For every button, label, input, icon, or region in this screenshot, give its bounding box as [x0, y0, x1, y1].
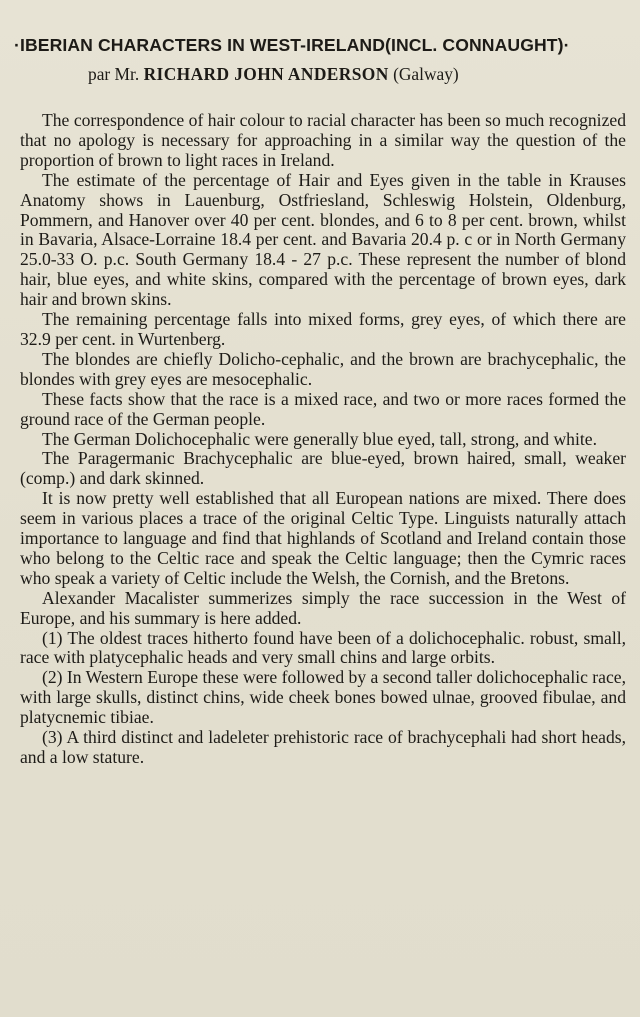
author-name: RICHARD JOHN ANDERSON [143, 64, 389, 84]
list-item: (3) A third distinct and ladeleter prehistoric race of brachycephali had short heads, and a low stature. [20, 727, 626, 767]
paragraph: Alexander Macalister summerizes simply the race succession in the West of Europe, and his summary is here added. [20, 587, 626, 628]
paragraph: The blondes are chiefly Dolicho-cephalic, and the brown are brachycephalic, the blondes with grey eyes are mesocephalic. [20, 348, 626, 389]
paragraph: The correspondence of hair colour to racial character has been so much recognized that no apology is necessary for approaching in a similar way the question of the proportion of brown to light races in Ireland. [20, 110, 626, 170]
list-item: (2) In Western Europe these were followed by a second taller dolichocephalic race, with large skulls, distinct chins, wide cheek bones bowed ulnae, grooved fibulae, and platycnemic tibiae. [20, 667, 626, 728]
paragraph: The Paragermanic Brachycephalic are blue-eyed, brown haired, small, weaker (comp.) and dark skinned. [20, 448, 626, 489]
byline [88, 63, 626, 85]
byline-prefix: par Mr. [88, 64, 140, 84]
author-location: (Galway) [393, 64, 459, 84]
paragraph: These facts show that the race is a mixed race, and two or more races formed the ground race of the German people. [20, 388, 626, 429]
list-item: (1) The oldest traces hitherto found have been of a dolichocephalic. robust, small, race with platycephalic heads and very small chins and large orbits. [20, 627, 626, 668]
paragraph: The remaining percentage falls into mixed forms, grey eyes, of which there are 32.9 per cent. in Wurtenberg. [20, 309, 626, 349]
article-body [20, 111, 626, 768]
paragraph: The German Dolichocephalic were generally blue eyed, tall, strong, and white. [42, 428, 597, 449]
paragraph: The estimate of the percentage of Hair and Eyes given in the table in Krauses Anatomy shows in Lauenburg, Ostfriesland, Schleswig Holstein, Oldenburg, Pommern, and Hanover over 40 per cent. blondes, and 6 to 8 per cent. brown, whilst in Bavaria, Alsace-Lorraine 18.4 per cent. and Bavaria 20.4 p. c or in North Germany 25.0-33 O. p.c. South Germany 18.4 - 27 p.c. These represent the number of blond hair, blue eyes, and white skins, compared with the percentage of brown eyes, dark hair and brown skins. [20, 169, 626, 310]
article-title: ·IBERIAN CHARACTERS IN WEST-IRELAND(INCL. CONNAUGHT)· [14, 35, 570, 55]
paragraph: It is now pretty well established that all European nations are mixed. There does seem in various places a trace of the original Celtic Type. Linguists naturally attach importance to language and find that highlands of Scotland and Ireland contain those who belong to the Celtic race and speak the Celtic language; then the Cymric races who speak a variety of Celtic include the Welsh, the Cornish, and the Bretons. [20, 488, 626, 588]
